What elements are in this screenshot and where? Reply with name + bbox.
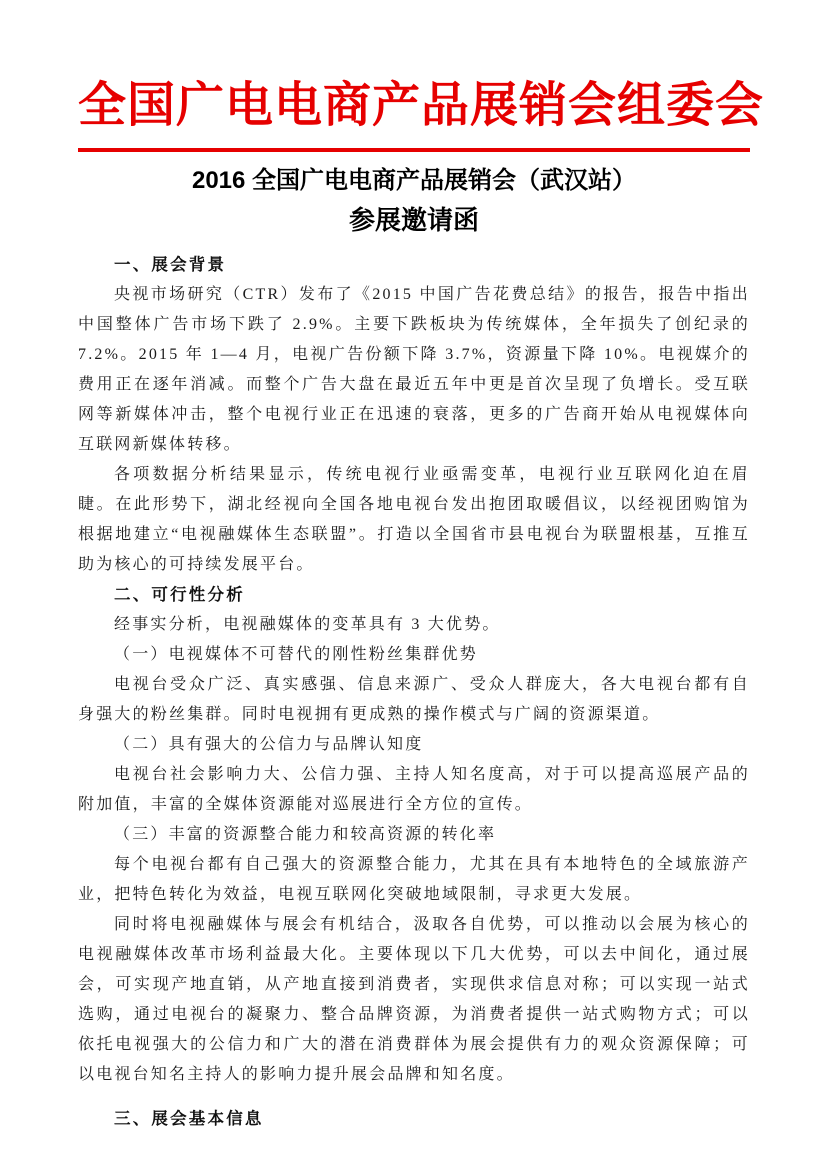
paragraph: 电视台社会影响力大、公信力强、主持人知名度高，对于可以提高巡展产品的附加值，丰富的全媒体资源能对巡展进行全方位的宣传。 (78, 766, 750, 813)
section-heading-3-basic-info: 三、展会基本信息 (114, 1110, 264, 1128)
document-title: 参展邀请函 (348, 205, 479, 235)
section-heading-2-feasibility: 二、可行性分析 (114, 586, 245, 604)
section-heading-1-background: 一、展会背景 (114, 256, 227, 274)
subsection-heading-2: （二）具有强大的公信力与品牌认知度 (114, 736, 424, 753)
red-divider-rule (78, 148, 750, 152)
subsection-heading-1: （一）电视媒体不可替代的刚性粉丝集群优势 (114, 646, 479, 663)
paragraph: 经事实分析，电视融媒体的变革具有 3 大优势。 (114, 616, 501, 633)
organization-title: 全国广电电商产品展销会组委会 (78, 79, 765, 132)
paragraph: 各项数据分析结果显示，传统电视行业亟需变革，电视行业互联网化迫在眉睫。在此形势下，湖北经视向全国各地电视台发出抱团取暖倡议，以经视团购馆为根据地建立“电视融媒体生态联盟”。打造以全国省市县电视台为联盟根基，互推互助为核心的可持续发展平台。 (78, 466, 750, 573)
document-header (78, 76, 765, 236)
paragraph: 同时将电视融媒体与展会有机结合，汲取各自优势，可以推动以会展为核心的电视融媒体改革市场利益最大化。主要体现以下几大优势，可以去中间化，通过展会，可实现产地直销，从产地直接到消费者，实现供求信息对称；可以实现一站式选购，通过电视台的凝聚力、整合品牌资源，为消费者提供一站式购物方式；可以依托电视强大的公信力和广大的潜在消费群体为展会提供有力的观众资源保障；可以电视台知名主持人的影响力提升展会品牌和知名度。 (78, 916, 750, 1083)
document-body (78, 250, 750, 1134)
event-title: 2016 全国广电电商产品展销会（武汉站） (191, 167, 637, 194)
paragraph: 每个电视台都有自己强大的资源整合能力，尤其在具有本地特色的全域旅游产业，把特色转化为效益，电视互联网化突破地域限制，寻求更大发展。 (78, 856, 750, 903)
paragraph: 电视台受众广泛、真实感强、信息来源广、受众人群庞大，各大电视台都有自身强大的粉丝集群。同时电视拥有更成熟的操作模式与广阔的资源渠道。 (78, 676, 750, 723)
paragraph: 央视市场研究（CTR）发布了《2015 中国广告花费总结》的报告，报告中指出中国整体广告市场下跌了 2.9%。主要下跌板块为传统媒体，全年损失了创纪录的 7.2%。2015 年 1—4 月，电视广告份额下降 3.7%，资源量下降 10%。电视媒介的费用正在逐年消减。而整个广告大盘在最近五年中更是首次呈现了负增长。受互联网等新媒体冲击，整个电视行业正在迅速的衰落，更多的广告商开始从电视媒体向互联网新媒体转移。 (78, 286, 750, 453)
subsection-heading-3: （三）丰富的资源整合能力和较高资源的转化率 (114, 826, 497, 843)
